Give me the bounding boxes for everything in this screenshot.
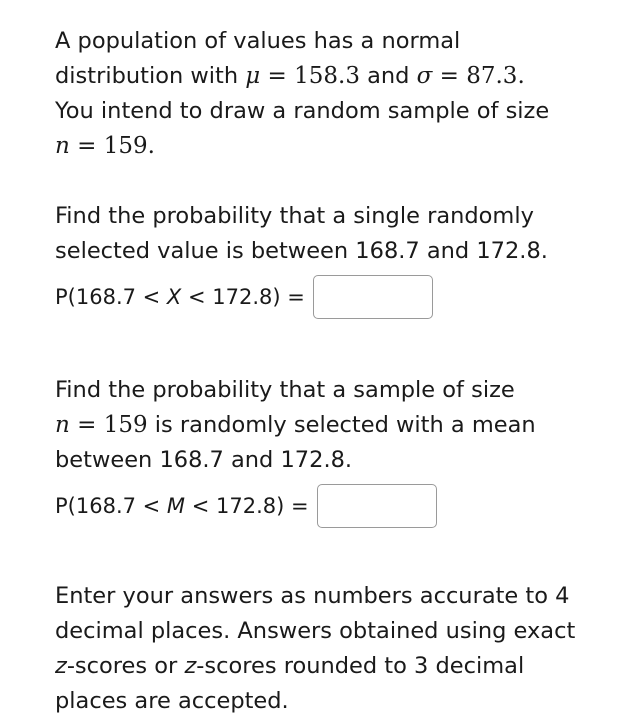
mu-expression — [245, 63, 360, 89]
n-value: 159. — [103, 133, 155, 159]
instructions-line-3-mid: -scores or — [66, 653, 185, 679]
n-equals: = — [69, 133, 104, 159]
intro-line-2-prefix: distribution with — [55, 63, 246, 89]
sigma-value: 87.3. — [466, 63, 525, 89]
question-1 — [55, 199, 615, 323]
q2-n-expression — [55, 412, 148, 438]
sigma-expression — [417, 63, 525, 89]
q1-probability-label — [55, 282, 305, 312]
q2-n-value: 159 — [103, 412, 148, 438]
instructions-line-1: Enter your answers as numbers accurate to 4 — [55, 583, 570, 609]
mu-equals: = — [260, 63, 295, 89]
problem-content — [55, 24, 615, 719]
mu-symbol: μ — [245, 63, 261, 89]
and-word: and — [359, 63, 417, 89]
n-symbol: n — [55, 133, 70, 159]
q2-label-prefix: P(168.7 < — [55, 494, 167, 518]
q1-answer-row — [55, 271, 615, 323]
question-2 — [55, 373, 615, 532]
q2-answer-row — [55, 480, 615, 532]
q2-line-2-suffix: is randomly selected with a mean — [147, 412, 536, 438]
q2-answer-input[interactable] — [317, 484, 437, 528]
q1-label-var: X — [166, 285, 182, 309]
z-symbol-1: z — [55, 653, 67, 679]
q1-label-prefix: P(168.7 < — [55, 285, 167, 309]
question-1-text — [55, 199, 615, 269]
q2-label-var: M — [166, 494, 186, 518]
problem-statement — [55, 24, 615, 164]
q1-line-2: selected value is between 168.7 and 172.8. — [55, 238, 548, 264]
instructions-line-4: places are accepted. — [55, 688, 289, 714]
q1-answer-input[interactable] — [313, 275, 433, 319]
intro-line-1: A population of values has a normal — [55, 28, 461, 54]
instructions — [55, 579, 615, 719]
q1-line-1: Find the probability that a single randomly — [55, 203, 534, 229]
q2-probability-label — [55, 491, 309, 521]
q2-n-equals: = — [69, 412, 104, 438]
n-expression — [55, 133, 155, 159]
instructions-line-2: decimal places. Answers obtained using exact — [55, 618, 576, 644]
sigma-symbol: σ — [416, 63, 433, 89]
question-2-text — [55, 373, 615, 478]
instructions-line-3-end: -scores rounded to 3 decimal — [196, 653, 525, 679]
sigma-equals: = — [432, 63, 467, 89]
instructions-text — [55, 579, 615, 719]
q2-label-suffix: < 172.8) = — [185, 494, 309, 518]
q2-n-symbol: n — [55, 412, 70, 438]
q2-line-3: between 168.7 and 172.8. — [55, 447, 353, 473]
q2-line-1: Find the probability that a sample of size — [55, 377, 515, 403]
q1-label-suffix: < 172.8) = — [181, 285, 305, 309]
z-symbol-2: z — [184, 653, 197, 679]
intro-line-3: You intend to draw a random sample of size — [55, 98, 550, 124]
mu-value: 158.3 — [294, 63, 360, 89]
